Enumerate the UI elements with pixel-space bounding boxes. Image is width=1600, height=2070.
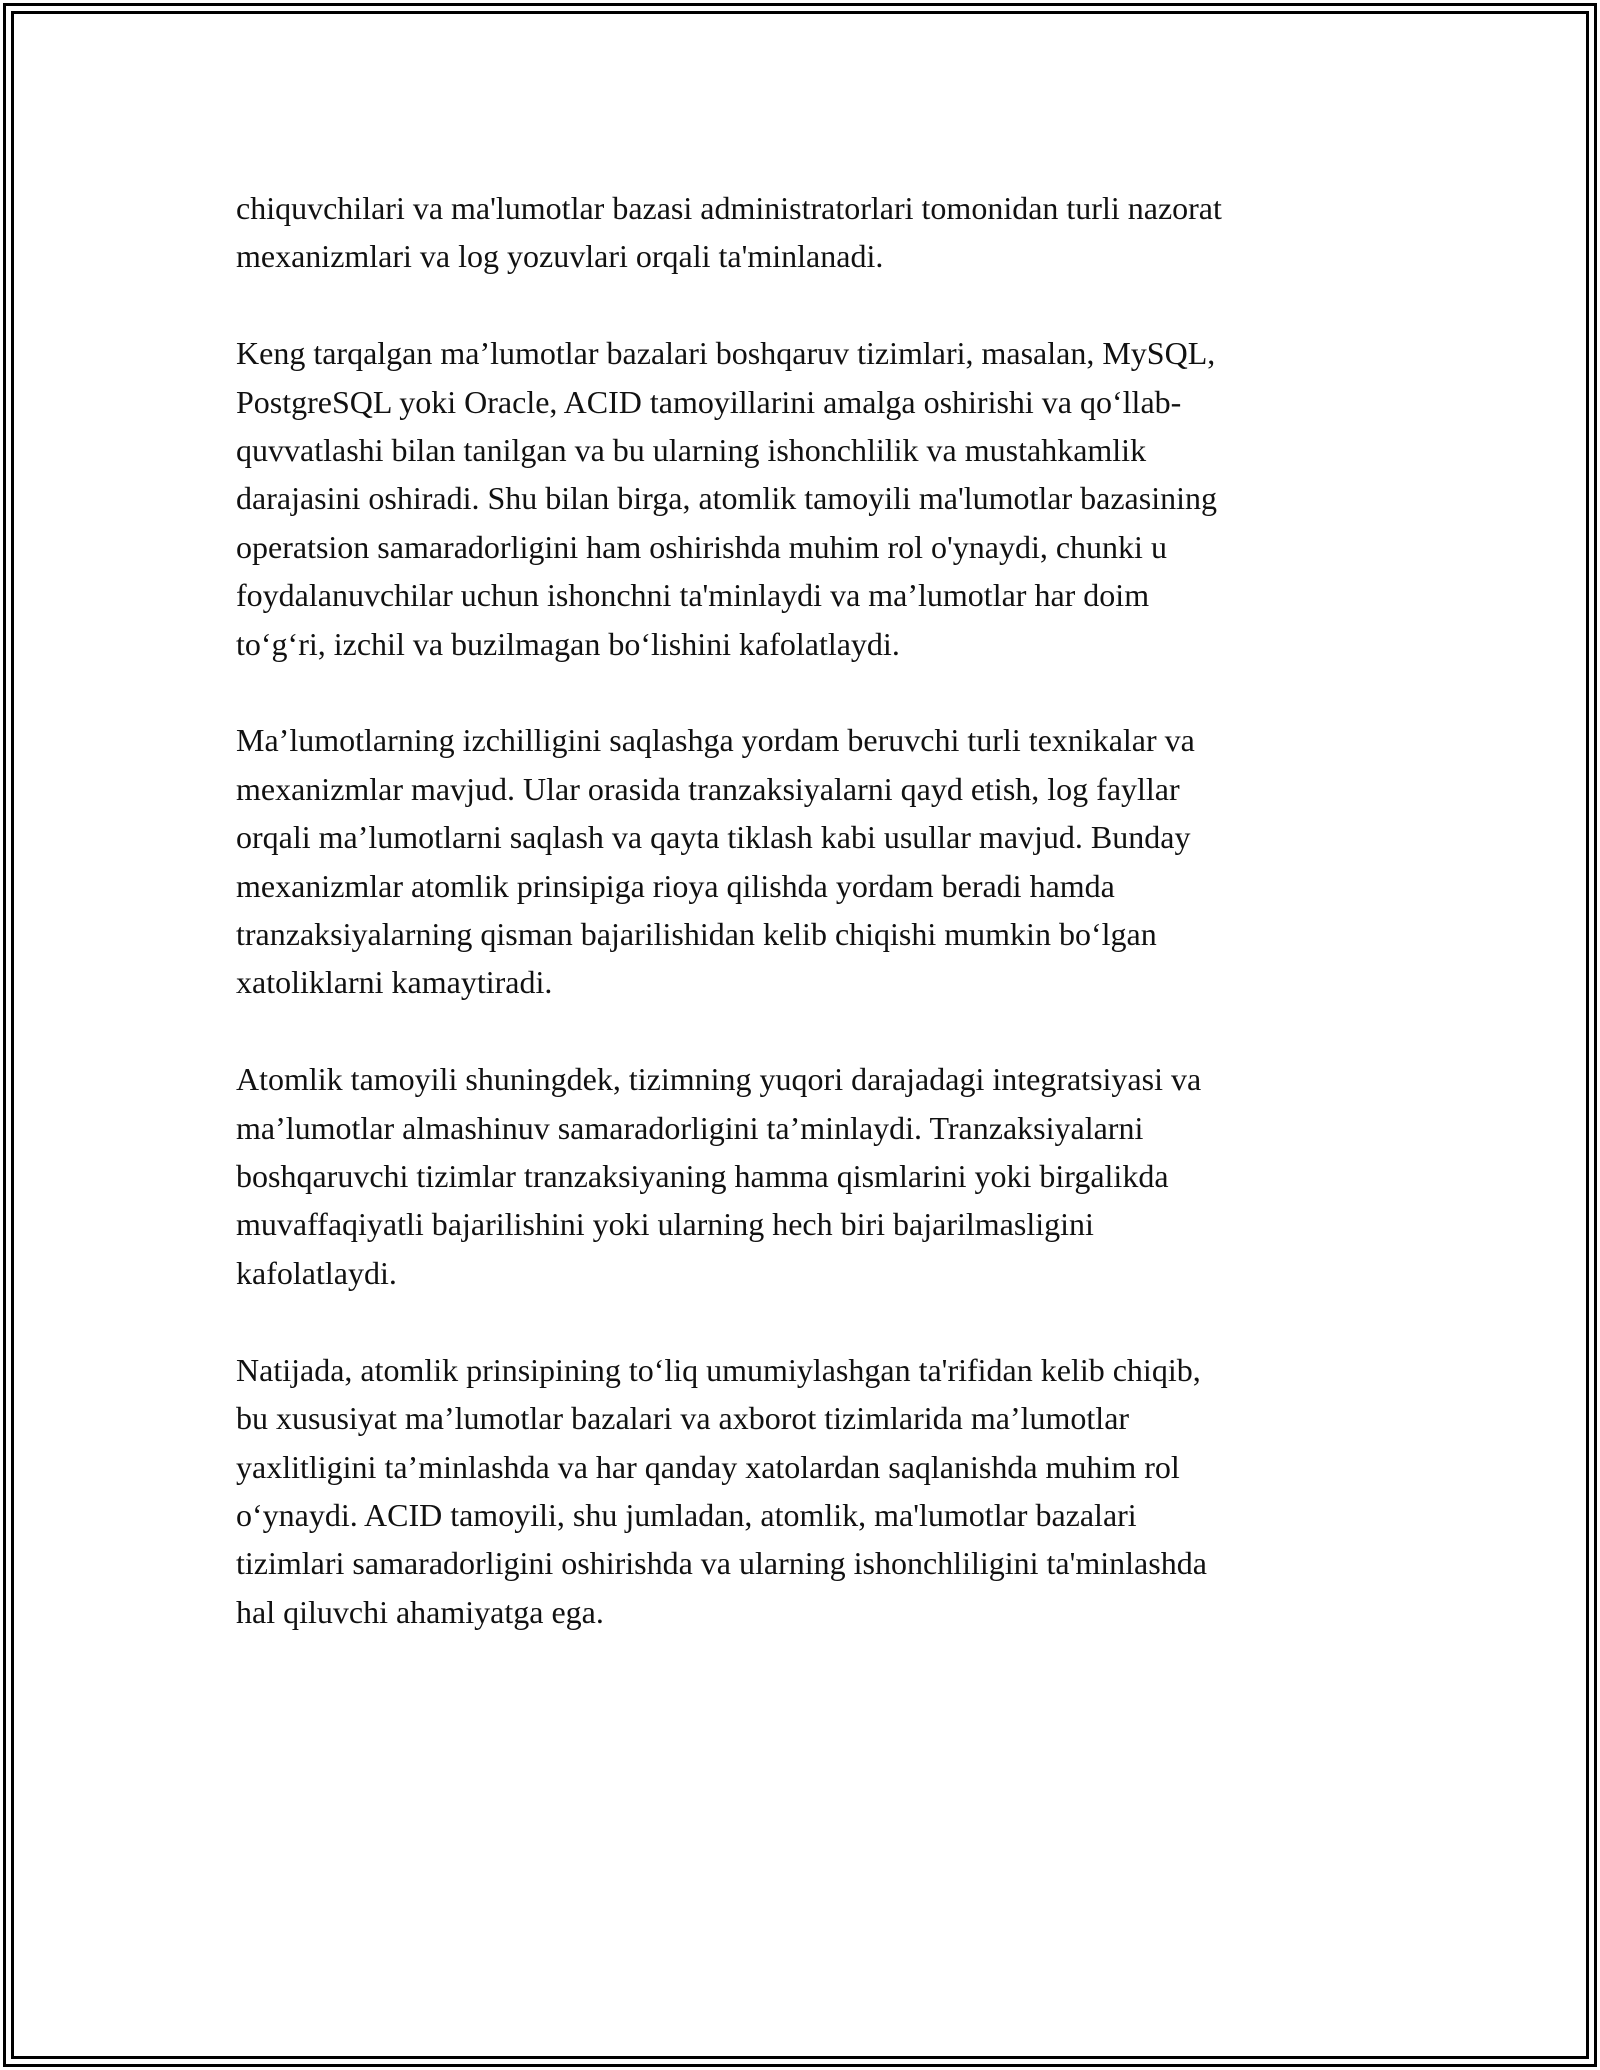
paragraph-5: Natijada, atomlik prinsipining to‘liq umumiylashgan ta'rifidan kelib chiqib, bu xususiyat ma’lumotlar bazalari va axborot tizimlarida ma’lumotlar yaxlitligini ta’minlashda va har qanday xatolardan saqlanishda muhim rol o‘ynaydi. ACID tamoyili, shu jumladan, atomlik, ma'lumotlar bazalari tizimlari samaradorligini oshirishda va ularning ishonchliligini ta'minlashda hal qiluvchi ahamiyatga ega. xyxy=(236,1351,1207,1630)
paragraph-4: Atomlik tamoyili shuningdek, tizimning yuqori darajadagi integratsiyasi va ma’lumotlar almashinuv samaradorligini ta’minlaydi. Tranzaksiyalarni boshqaruvchi tizimlar tranzaksiyaning hamma qismlarini yoki birgalikda muvaffaqiyatli bajarilishini yoki ularning hech biri bajarilmasligini kafolatlaydi. xyxy=(236,1061,1202,1291)
paragraph-3: Ma’lumotlarning izchilligini saqlashga yordam beruvchi turli texnikalar va mexanizmlar mavjud. Ular orasida tranzaksiyalarni qayd etish, log fayllar orqali ma’lumotlarni saqlash va qayta tiklash kabi usullar mavjud. Bunday mexanizmlar atomlik prinsipiga rioya qilishda yordam beradi hamda tranzaksiyalarning qisman bajarilishidan kelib chiqishi mumkin bo‘lgan xatoliklarni kamaytiradi. xyxy=(236,722,1195,1001)
document-body xyxy=(236,184,1376,1685)
paragraph-2: Keng tarqalgan ma’lumotlar bazalari boshqaruv tizimlari, masalan, MySQL, PostgreSQL yoki Oracle, ACID tamoyillarini amalga oshirishi va qo‘llab- quvvatlashi bilan tanilgan va bu ularning ishonchlilik va mustahkamlik darajasini oshiradi. Shu bilan birga, atomlik tamoyili ma'lumotlar bazasining operatsion samaradorligini ham oshirishda muhim rol o'ynaydi, chunki u foydalanuvchilar uchun ishonchni ta'minlaydi va ma’lumotlar har doim to‘g‘ri, izchil va buzilmagan bo‘lishini kafolatlaydi. xyxy=(236,335,1217,662)
paragraph-1: chiquvchilari va ma'lumotlar bazasi administratorlari tomonidan turli nazorat mexanizmlari va log yozuvlari orqali ta'minlanadi. xyxy=(236,190,1222,275)
